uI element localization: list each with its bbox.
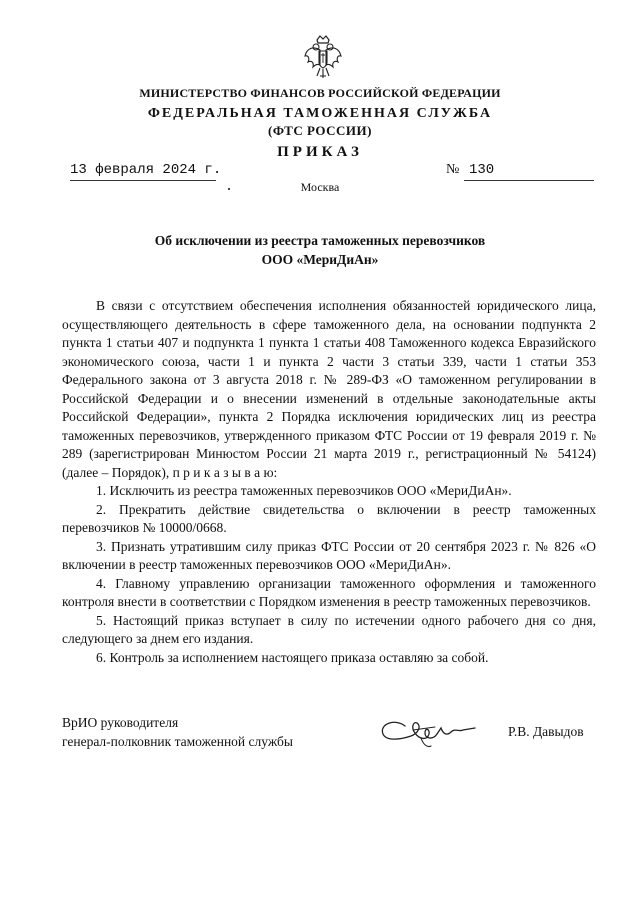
service-name: ФЕДЕРАЛЬНАЯ ТАМОЖЕННАЯ СЛУЖБА	[147, 106, 493, 121]
signer-name: Р.В. Давыдов	[508, 724, 584, 739]
order-item-2: 2. Прекратить действие свидетельства о включении в реестр таможенных перевозчиков № 10000/0668.	[62, 501, 596, 535]
russian-coat-of-arms-icon	[303, 34, 343, 82]
order-item-3: 3. Признать утратившим силу приказ ФТС России от 20 сентября 2023 г. № 826 «О включении в реестр таможенных перевозчиков ООО «МериДиАн».	[62, 538, 596, 572]
order-date: 13 февраля 2024 г.	[70, 162, 222, 178]
stray-dot	[228, 188, 230, 190]
order-number-label: №	[446, 162, 460, 177]
document-type: ПРИКАЗ	[277, 144, 363, 160]
order-item-6: 6. Контроль за исполнением настоящего приказа оставляю за собой.	[96, 649, 489, 665]
signer-position-line-1: ВрИО руководителя	[62, 715, 179, 730]
service-short-name: (ФТС РОССИИ)	[268, 123, 372, 138]
order-number: 130	[469, 162, 495, 178]
handwritten-signature-icon	[377, 714, 497, 750]
order-item-1: 1. Исключить из реестра таможенных перевозчиков ООО «МериДиАн».	[96, 483, 512, 498]
order-subject	[0, 231, 640, 269]
subject-line-2: ООО «МериДиАн»	[261, 252, 379, 267]
order-body	[62, 297, 596, 667]
ministry-name: МИНИСТЕРСТВО ФИНАНСОВ РОССИЙСКОЙ ФЕДЕРАЦИИ	[139, 86, 501, 100]
signer-position-line-2: генерал-полковник таможенной службы	[62, 733, 293, 749]
preamble-paragraph: В связи с отсутствием обеспечения исполнения обязанностей юридического лица, осуществляющего деятельность в сфере таможенного дела, на основании подпункта 2 пункта 1 статьи 407 и подпункта 1 пункта 1 статьи 408 Таможенного кодекса Евразийского экономического союза, части 1 и пункта 2 части 3 статьи 339, части 1 статьи 353 Федерального закона от 3 августа 2018 г. № 289-ФЗ «О таможенном регулировании в Российской Федерации и о внесении изменений в отдельные законодательные акты Российской Федерации», пункта 2 Порядка исключения юридических лиц из реестра таможенных перевозчиков, утвержденного приказом ФТС России от 19 февраля 2019 г. № 289 (зарегистрирован Минюстом России 21 марта 2019 г., регистрационный № 54124) (далее – Порядок), п р и к а з ы в а ю:	[62, 298, 596, 480]
order-item-4: 4. Главному управлению организации таможенного оформления и таможенного контроля внести в соответствии с Порядком изменения в реестр таможенных перевозчиков.	[62, 575, 596, 609]
signer-position	[62, 714, 293, 751]
subject-line-1: Об исключении из реестра таможенных перевозчиков	[154, 233, 486, 248]
place-of-issue: Москва	[300, 180, 340, 194]
order-item-5: 5. Настоящий приказ вступает в силу по истечении одного рабочего дня со дня, следующего за днем его издания.	[62, 612, 596, 646]
